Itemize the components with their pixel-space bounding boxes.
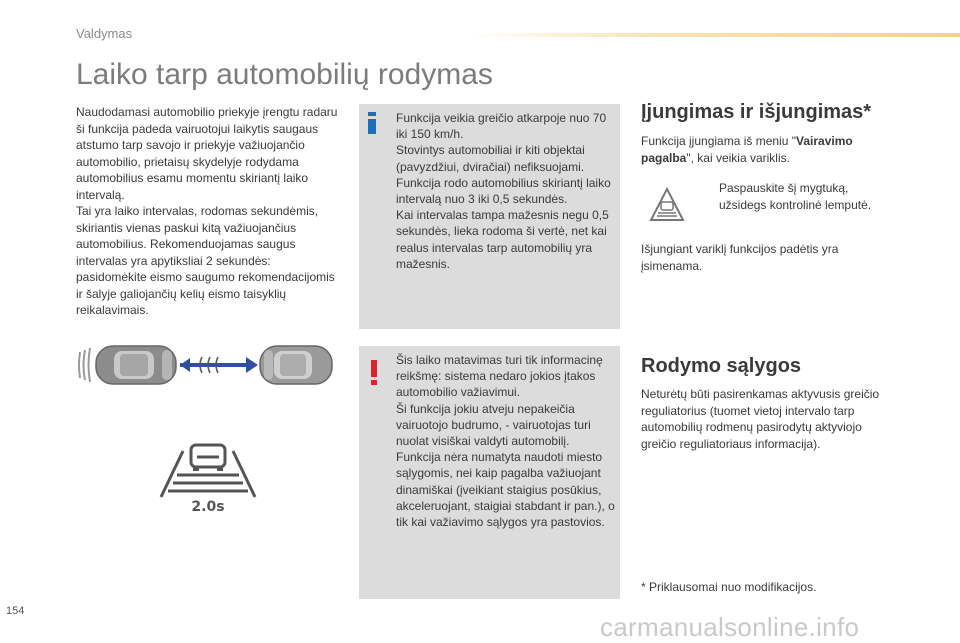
page-number: 154 [6, 605, 25, 617]
info-box [359, 104, 620, 329]
info-icon [368, 112, 376, 134]
watermark: carmanualsonline.info [600, 612, 860, 642]
menu-name: Vairavimo pagalba [641, 134, 853, 165]
radar-arrow [180, 357, 258, 373]
memory-text: Išjungiant variklį funkcijos padėtis yra įsimenama. [641, 242, 839, 273]
conditions-text: Neturėtų būti pasirenkamas aktyvusis greičio reguliatorius (tuomet vietoj intervalo tarp automobilių rodmenų pasirodytų aktyviojo greičio reguliatoriaus informacija). [641, 387, 880, 451]
car-front-icon [191, 445, 225, 471]
footnote: * Priklausomai nuo modifikacijos. [641, 580, 817, 594]
header-rule [470, 33, 960, 37]
section-label: Valdymas [76, 26, 133, 41]
info-box-text: Funkcija veikia greičio atkarpoje nuo 70 iki 150 km/h. Stovintys automobiliai ir kiti objektai (pavyzdžiui, dviračiai) nefiksuojami. Funkcija rodo automobilius skiriantį laiko intervalą nuo 3 iki 0,5 sekundės. Kai intervalas tampa mažesnis negu 0,5 sekundės, lieka rodoma ši vertė, net kai realus intervalas tarp automobilių yra mažesnis. [396, 111, 611, 271]
cars-distance-illustration [76, 340, 338, 390]
warning-icon [370, 360, 378, 386]
warning-box-text: Šis laiko matavimas turi tik informacinę reikšmę: sistema nedaro jokios įtakos automobilio važiavimui. Ši funkcija jokiu atveju nepakeičia vairuotojo budrumo, - vairuotojas turi nuolat visiškai valdyti automobilį. Funkcija nėra numatyta naudoti miesto sąlygomis, nei kaip pagalba važiuojant dinamiškai (įveikiant staigius posūkius, akceleruojant, staigiai stabdant ir pan.), o tik kai važiavimo sąlygos yra pastovios. [396, 353, 615, 530]
front-car-icon [260, 346, 332, 384]
time-gap-button-icon [648, 186, 686, 224]
gap-value-label: 2.0s [191, 499, 225, 515]
time-gap-display-illustration [153, 435, 263, 515]
heading-conditions: Rodymo sąlygos [641, 355, 802, 377]
intro-text: Naudodamasi automobilio priekyje įrengtu radaru ši funkcija padeda vairuotojui laikytis saugaus atstumo tarp savojo ir priekyje važiuojančio automobilio, prietaisų skydelyje rodydama automobilius esamu momentu skiriantį laiko intervalą. Tai yra laiko intervalas, rodomas sekundėmis, skiriantis vienas paskui kitą važiuojančius automobilius. Rekomenduojamas saugus intervalas yra apytiksliai 2 sekundės: pasidomėkite eismo saugumo rekomendacijomis ir šalyje galiojančių kelių eismo taisyklių reikalavimais. [76, 105, 338, 317]
warning-box [359, 346, 620, 599]
page-title: Laiko tarp automobilių rodymas [76, 58, 493, 91]
heading-on-off: Įjungimas ir išjungimas* [641, 101, 872, 123]
rear-car-icon [79, 346, 176, 384]
activation-step-text: Paspauskite šį mygtuką, užsidegs kontrolinė lemputė. [719, 181, 872, 212]
on-off-intro: Funkcija įjungiama iš meniu "Vairavimo pagalba", kai veikia variklis. [641, 134, 853, 165]
